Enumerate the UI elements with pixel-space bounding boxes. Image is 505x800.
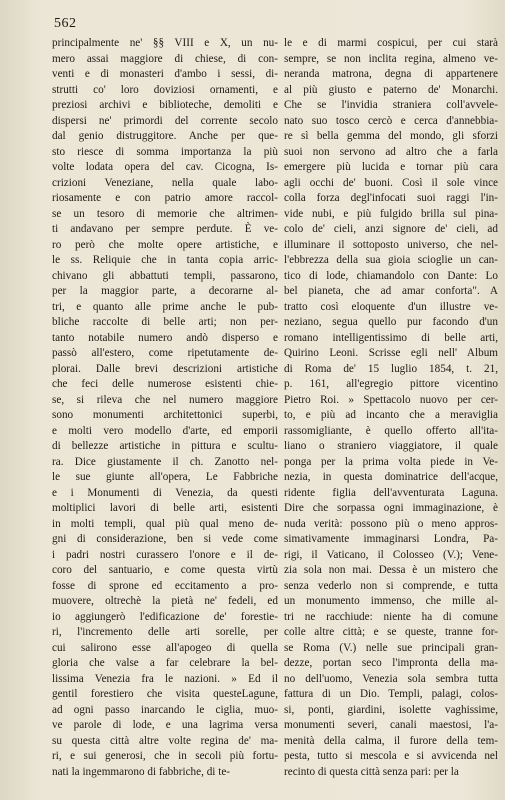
text-line: al più giusto e paterno de' Monarchi. (284, 83, 498, 96)
text-line: ridente figlia dell'avventurata Laguna. (284, 486, 498, 499)
text-line: ri, l'incremento delle arti sorelle, per (52, 626, 278, 638)
text-line: suoi non servono ad altro che a farla (284, 145, 498, 158)
text-line: colla forza degl'infocati suoi raggi l'in- (284, 192, 498, 204)
text-line: si, ponti, giardini, isolette vaghissime, (284, 703, 498, 716)
text-line: tri, e quanto alle prime anche le pub- (52, 300, 278, 313)
text-line: ra. Dice giustamente il ch. Zanotto nel- (52, 455, 278, 468)
text-line: Che se l'invidia straniera coll'avvele- (284, 99, 498, 111)
text-line: neziano, segua quello pur facondo d'un (284, 316, 498, 328)
text-line: se, si rileva che nel numero maggiore (52, 393, 278, 406)
text-line: rassomigliante, è quello offerto all'ita- (284, 424, 498, 437)
text-line: dispersi ne' primordi del corrente secolo (52, 114, 278, 127)
text-line: preziosi archivi e biblioteche, demoliti e (52, 99, 278, 111)
text-line: mero assai maggiore di chiese, di con- (52, 52, 278, 65)
text-line: chivano gli abbattuti templi, passarono, (52, 269, 278, 282)
page-number: 562 (54, 16, 77, 31)
text-line: strutti co' loro doviziosi ornamenti, e (52, 83, 278, 96)
text-line: moltiplici lavori di belle arti, esistenti (52, 502, 278, 514)
text-line: e molti vero modello d'arte, ed emporii (52, 424, 278, 437)
text-line: fosse di sprone ed eccitamento a pro- (52, 579, 278, 592)
text-line: gni di considerazione, ben si vede come (52, 533, 278, 545)
text-line: no dell'uomo, Venezia sola sembra tutta (284, 672, 498, 685)
text-line: muovere, oltrechè la pietà ne' fedeli, ed (52, 595, 278, 607)
text-line: tanto notabile numero andò disperso e (52, 331, 278, 344)
text-line: se un tesoro di memorie che altrimen- (52, 207, 278, 220)
text-line: su questa città altre volte regina de' ma- (52, 734, 278, 747)
text-line: vide nubi, e più fulgido brilla sul pina- (284, 207, 498, 220)
text-line: romano intelligentissimo di belle arti, (284, 331, 498, 344)
text-line: riosamente e con patrio amore raccol- (52, 192, 278, 204)
text-line: di bellezze artistiche in pittura e scultu- (52, 440, 278, 452)
text-line: le ss. Reliquie che in tanta copia arric- (52, 254, 278, 266)
text-line: le sue giunte all'opera, Le Fabbriche (52, 471, 278, 483)
text-line: di Roma de' 15 luglio 1854, t. 21, (284, 362, 498, 375)
text-line: zia sola non mai. Dessa è un mistero che (284, 564, 498, 576)
text-line: tri ne racchiude: niente ha di comune (284, 610, 498, 623)
text-line: senza vederlo non si comprende, e tutta (284, 579, 498, 592)
text-line: tico di lode, chiamandolo con Dante: Lo (284, 269, 498, 282)
text-line: l'ebbrezza della sua gioia scioglie un can- (284, 254, 498, 266)
text-line: to, e più ad incanto che a meraviglia (284, 409, 498, 421)
text-line: re sì bella gemma del mondo, gli sforzi (284, 130, 498, 142)
text-line: ri, e sui generosi, che in secoli più fortu- (52, 750, 278, 762)
text-line: dezze, portan seco l'impronta della ma- (284, 657, 498, 669)
text-line: Quirino Leoni. Scrisse egli nell' Album (284, 347, 498, 359)
text-line: tratto così eloquente d'un illustre ve- (284, 300, 498, 313)
text-line: ro però che molte opere artistiche, e (52, 238, 278, 251)
text-line: emergere più lucida e tornar più cara (284, 161, 498, 173)
text-line: sto riesce di somma importanza la più (52, 145, 278, 158)
text-line: volte lodata opera del cav. Cicogna, Is- (52, 161, 278, 173)
text-line: se Roma (V.) nelle sue principali gran- (284, 641, 498, 654)
text-line: per la maggior parte, a decorarne al- (52, 285, 278, 297)
text-line: passò all'estero, come ripetutamente de- (52, 347, 278, 359)
text-line: bliche raccolte di belle arti; non per- (52, 316, 278, 328)
text-line: Pietro Roi. » Spettacolo nuovo per cer- (284, 393, 498, 406)
text-line: fattura di un Dio. Templi, palagi, colos- (284, 688, 498, 700)
text-line: menità della calma, il furore della tem- (284, 734, 498, 747)
text-line: sempre, se non inclita regina, almeno ve- (284, 52, 498, 65)
text-line: illuminare il sottoposto universo, che nel- (284, 238, 498, 251)
text-line: nato suo tosco cercò e cerca d'annebbia- (284, 114, 498, 127)
text-line: i padri nostri curassero l'onore e il de- (52, 548, 278, 561)
text-line: liano o straniero viaggiatore, il quale (284, 440, 498, 452)
text-line: venti e di monasteri d'ambo i sessi, di- (52, 68, 278, 80)
text-line: plorai. Dalle brevi descrizioni artistiche (52, 362, 278, 375)
text-line: p. 161, all'egregio pittore vicentino (284, 378, 498, 390)
text-line: pesta, tutto si mescola e si avvicenda nel (284, 750, 498, 762)
text-line: neranda matrona, degna di appartenere (284, 68, 498, 80)
text-line: cui salirono esse all'apogeo di quella (52, 641, 278, 654)
text-line: sono monumenti architettonici superbi, (52, 409, 278, 421)
text-line: nati la ingemmarono di fabbriche, di te- (52, 765, 231, 778)
text-line: nezia, in questa dominatrice dell'acque, (284, 471, 498, 483)
text-line: Dire che sorpassa ogni immaginazione, è (284, 502, 498, 514)
text-line: le e di marmi cospicui, per cui starà (284, 37, 498, 49)
text-line: colle altre città; e se queste, tranne for- (284, 626, 498, 638)
text-line: in molti templi, qual più qual meno de- (52, 517, 278, 530)
text-line: monumenti severi, canali maestosi, l'a- (284, 719, 498, 731)
text-line: gloria che valse a far celebrare la bel- (52, 657, 278, 669)
text-line: lissima Venezia fra le nazioni. » Ed il (52, 672, 278, 685)
text-line: ponga per la prima volta piede in Ve- (284, 455, 498, 468)
text-line: simativamente immaginarsi Londra, Pa- (284, 533, 498, 545)
right-text-column (284, 36, 498, 780)
text-line: recinto di questa città senza pari: per la (284, 765, 459, 778)
text-line: principalmente ne' §§ VIII e X, un nu- (52, 37, 278, 49)
text-line: colo de' cieli, anzi signore de' cieli, ad (284, 223, 498, 235)
text-line: un monumento immenso, che mille al- (284, 595, 498, 607)
text-line: gentil forestiero che visita questeLagune, (52, 688, 278, 700)
text-line: io aggiungerò l'edificazione de' forestie- (52, 610, 278, 623)
text-line: coro del santuario, e come questa virtù (52, 564, 278, 576)
text-line: rigi, il Vaticano, il Colosseo (V.); Vene- (284, 548, 498, 561)
text-line: ad ogni passo inarcando le ciglia, muo- (52, 703, 278, 716)
text-line: agli occhi de' buoni. Così il sole vince (284, 176, 498, 189)
text-line: che feci delle numerose esistenti chie- (52, 378, 278, 390)
text-line: ti andavano per sempre perdute. È ve- (52, 223, 278, 235)
text-line: ve parole di lode, e una lagrima versa (52, 719, 278, 731)
text-line: crizioni Veneziane, nella quale labo- (52, 176, 278, 189)
left-text-column (52, 36, 278, 780)
text-line: nuda verità: possono più o meno appros- (284, 517, 498, 530)
text-line: e i Monumenti di Venezia, da questi (52, 486, 278, 499)
text-line: bel pianeta, che ad amar conforta". A (284, 285, 498, 297)
text-line: dal genio distruggitore. Anche per que- (52, 130, 278, 142)
